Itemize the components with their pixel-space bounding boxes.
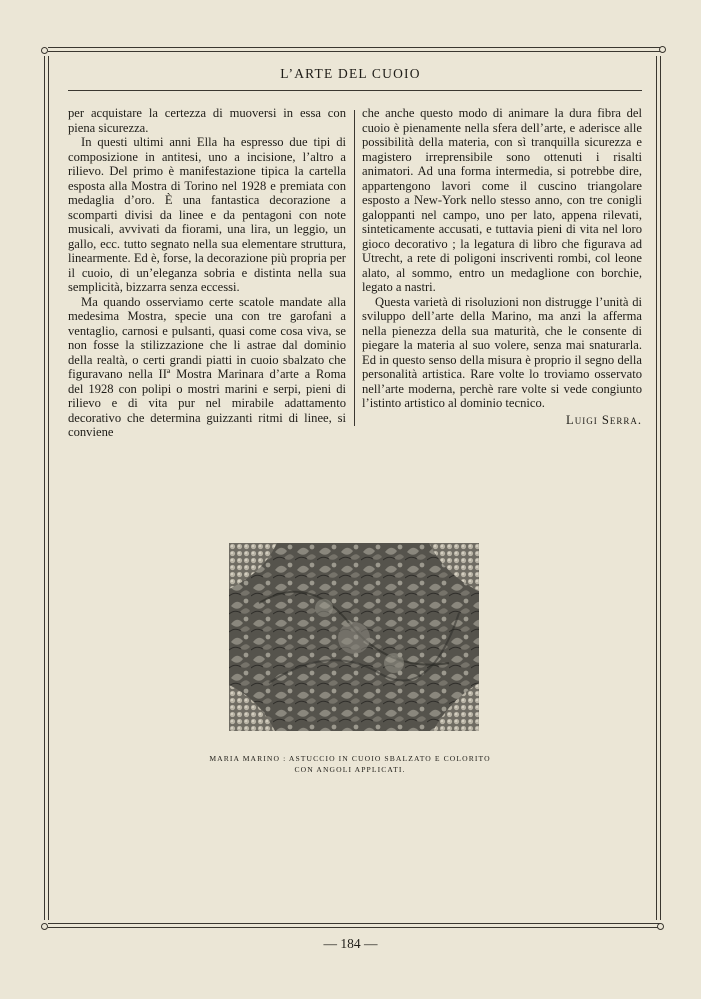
right-paragraph-2: Questa varietà di risoluzioni non distrugge l’unità di sviluppo dell’arte della Marino, ma anzi la afferma nella pienezza della sua maturità, che le consente di piegare la materia al suo volere, senza mai snaturarla. Ed in questo senso della misura è proprio il segno della personalità artistica. Rare volte lo troviamo osservato nell’arte moderna, perchè rare volte si vede congiunto l’istinto artistico al dominio tecnico. (362, 294, 642, 410)
header-underline (68, 90, 642, 91)
column-divider (354, 110, 355, 426)
top-rule (48, 47, 660, 48)
right-rule-inner (660, 56, 661, 920)
left-rule (44, 56, 45, 920)
bottom-rule (48, 923, 660, 924)
left-paragraph-1: per acquistare la certezza di muoversi in essa con piena sicurezza. (68, 106, 346, 135)
right-rule (656, 56, 657, 920)
left-paragraph-2: In questi ultimi anni Ella ha espresso due tipi di composizione in antitesi, uno a incisione, l’altro a rilievo. Del primo è manifestazione tipica la cartella esposta alla Mostra di Torino nel 1928 e premiata con medaglia d’oro. È una fantastica decorazione a scomparti divisi da linee e da pentagoni con note musicali, avvivati da fiorami, una lira, un leggio, un gallo, ecc. tutto segnato nella sua elementare struttura, linearmente. Ed è, forse, la decorazione più propria per il cuoio, di un’eleganza sobria e distinta nella sua semplicità, bizzarra senza eccessi. (68, 135, 346, 294)
figure-caption (170, 753, 530, 775)
top-right-ornament (659, 46, 666, 53)
right-column (362, 106, 642, 427)
left-paragraph-3: Ma quando osserviamo certe scatole mandate alla medesima Mostra, specie una con tre garofani a ventaglio, carnosi e pulsanti, quasi come cosa viva, se non fosse la stilizzazione che li astrae dal dominio della realtà, o certi grandi piatti in cuoio sbalzato che figuravano nella IIª Mostra Marinara d’arte a Roma del 1928 con polipi o mostri marini e serpi, pieni di rilievo e di vita pur nel mirabile adattamento decorativo che determina guizzanti ritmi di linee, si conviene (68, 294, 346, 439)
bottom-rule-inner (48, 927, 660, 928)
bottom-right-ornament (657, 923, 664, 930)
page-number: — 184 — (323, 936, 378, 951)
running-header: L’ARTE DEL CUOIO (280, 66, 421, 81)
left-rule-inner (48, 56, 49, 920)
author-signature: Luigi Serra. (566, 412, 642, 427)
embossed-pattern-image (229, 543, 479, 731)
caption-line-2: CON ANGOLI APPLICATI. (294, 765, 406, 774)
bottom-left-ornament (41, 923, 48, 930)
top-rule-inner (48, 51, 660, 52)
right-paragraph-1: che anche questo modo di animare la dura fibra del cuoio è pienamente nella sfera dell’arte, e aderisce alle possibilità della materia, con sì tranquilla sicurezza e magistero irreprensibile sono ottenuti i risalti animatori. Ad una forma intermedia, si potrebbe dire, appartengono lavori come il cuscino triangolare esposto a New-York nello stesso anno, con tre conigli galoppanti nel campo, uno per lato, appena rilevati, sinteticamente accusati, e tuttavia pieni di vita nel loro gioco decorativo ; la legatura di libro che figurava ad Utrecht, a rete di poligoni inscriventi rombi, col leone alato, al sommo, entro un medaglione con borchie, legato a nastri. (362, 106, 642, 294)
left-column (68, 106, 346, 440)
leather-case-photo (229, 543, 479, 731)
caption-line-1: MARIA MARINO : ASTUCCIO IN CUOIO SBALZATO E COLORITO (209, 754, 491, 763)
top-left-ornament (41, 47, 48, 54)
